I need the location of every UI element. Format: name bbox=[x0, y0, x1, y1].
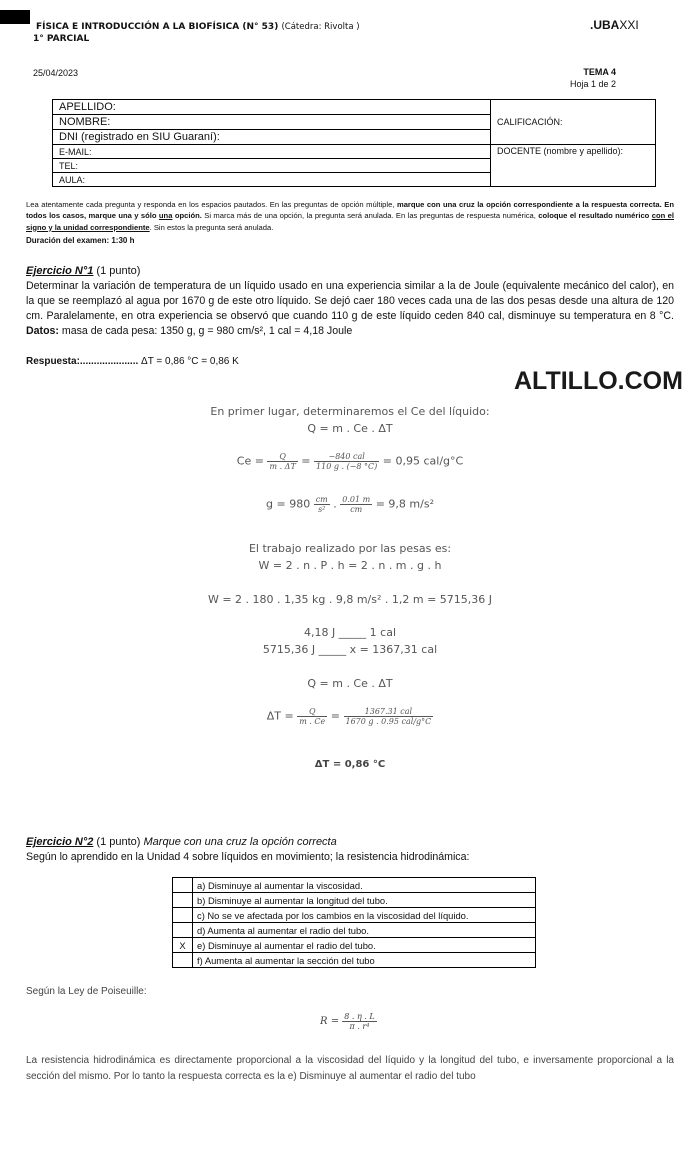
docente-field[interactable]: DOCENTE (nombre y apellido): bbox=[491, 145, 656, 187]
option-text: f) Aumenta al aumentar la sección del tubo bbox=[193, 953, 536, 968]
exam-duration: Duración del examen: 1:30 h bbox=[26, 236, 135, 245]
parcial-label: 1° PARCIAL bbox=[33, 34, 90, 44]
calificacion-field[interactable]: CALIFICACIÓN: bbox=[491, 100, 656, 145]
option-row[interactable] bbox=[173, 908, 536, 923]
instructions: Lea atentamente cada pregunta y responda en los espacios pautados. En las preguntas de opción múltiple, marque con una cruz la opción correspondiente a la respuesta correcta. En todos los casos, marque una y sólo una opción. Si marca más de una opción, la pregunta será anulada. En las preguntas de respuesta numérica, coloque el resultado numérico con el signo y la unidad correspondiente. Sin estos la pregunta será anulada. bbox=[26, 200, 674, 232]
option-row[interactable] bbox=[173, 878, 536, 893]
header-black-bar bbox=[0, 10, 30, 24]
option-checkbox[interactable] bbox=[173, 923, 193, 938]
work-intro: El trabajo realizado por las pesas es: bbox=[248, 542, 452, 555]
solution-intro: En primer lugar, determinaremos el Ce del líquido: bbox=[210, 405, 490, 418]
option-checkbox[interactable]: X bbox=[173, 938, 193, 953]
exercise-2-title: Ejercicio N°2 (1 punto) Marque con una cruz la opción correcta bbox=[26, 836, 337, 848]
fraction: $\frac{Q}{m . \Delta T}$ bbox=[269, 452, 296, 471]
g-conversion: g = 980 $\frac{cm}{\text{s²}}$ . $\frac{0.01 m}{cm}$ = 9,8 m/s² bbox=[266, 495, 434, 514]
option-text: a) Disminuye al aumentar la viscosidad. bbox=[193, 878, 536, 893]
exercise-1-answer: Respuesta:..................... ΔT = 0,86 °C = 0,86 K bbox=[26, 356, 239, 367]
work-equation: W = 2 . n . P . h = 2 . n . m . g . h bbox=[258, 559, 442, 572]
page-indicator: Hoja 1 de 2 bbox=[569, 79, 616, 89]
nombre-field[interactable]: NOMBRE: bbox=[53, 115, 491, 130]
exam-date: 25/04/2023 bbox=[33, 68, 79, 78]
apellido-field[interactable]: APELLIDO: bbox=[53, 100, 491, 115]
email-field[interactable]: E-MAIL: bbox=[53, 145, 491, 159]
altillo-watermark: ALTILLO.COM bbox=[514, 367, 683, 395]
exercise-2-conclusion: La resistencia hidrodinámica es directamente proporcional a la viscosidad del líquido y la longitud del tubo, e inversamente proporcional a la sección del mismo. Por lo tanto la respuesta correcta es la e) Disminuye al aumentar el radio del tubo bbox=[26, 1055, 674, 1082]
option-checkbox[interactable] bbox=[173, 908, 193, 923]
poiseuille-formula: R = $\frac{8 . \eta . L}{\text{π . r⁴}}$ bbox=[320, 1012, 375, 1031]
work-calculation: W = 2 . 180 . 1,35 kg . 9,8 m/s² . 1,2 m = 5715,36 J bbox=[207, 593, 493, 606]
exercise-2-question: Según lo aprendido en la Unidad 4 sobre líquidos en movimiento; la resistencia hidrodinámica: bbox=[26, 851, 470, 863]
rule-of-three-2: 5715,36 J _____ x = 1367,31 cal bbox=[262, 643, 438, 656]
heat-equation-2: Q = m . Ce . ΔT bbox=[307, 677, 393, 690]
rule-of-three-1: 4,18 J _____ 1 cal bbox=[303, 626, 397, 639]
dt-final-result: ΔT = 0,86 °C bbox=[314, 759, 386, 770]
fraction: $\frac{Q}{m . Ce}$ bbox=[299, 707, 326, 726]
fraction: $\frac{0.01 m}{cm}$ bbox=[342, 495, 371, 514]
tel-field[interactable]: TEL: bbox=[53, 159, 491, 173]
heat-equation: Q = m . Ce . ΔT bbox=[307, 422, 393, 435]
fraction: $\frac{\text{−840 cal}}{110 g . (-8 ^\circ C)}$ bbox=[316, 452, 378, 471]
poiseuille-intro: Según la Ley de Poiseuille: bbox=[26, 986, 147, 997]
option-text: c) No se ve afectada por los cambios en la viscosidad del líquido. bbox=[193, 908, 536, 923]
option-row[interactable] bbox=[173, 923, 536, 938]
tema-label: TEMA 4 bbox=[583, 67, 616, 77]
ce-calculation: Ce = $\frac{Q}{m . \Delta T}$ = $\frac{\text{−840 cal}}{110 g . (-8 ^\circ C)}$ = 0,95 cal/g°C bbox=[236, 452, 464, 471]
option-text: d) Aumenta al aumentar el radio del tubo. bbox=[193, 923, 536, 938]
option-text: e) Disminuye al aumentar el radio del tubo. bbox=[193, 938, 536, 953]
fraction: $\frac{8 . \eta . L}{\text{π . r⁴}}$ bbox=[344, 1012, 375, 1031]
exercise-1-title: Ejercicio N°1 (1 punto) bbox=[26, 265, 141, 277]
student-info-table bbox=[52, 99, 656, 187]
option-row[interactable] bbox=[173, 953, 536, 968]
catedra: (Cátedra: Rivolta ) bbox=[281, 22, 360, 32]
option-row[interactable] bbox=[173, 893, 536, 908]
uba-xxi-logo: .UBAXXI bbox=[590, 18, 639, 32]
course-title: FÍSICA E INTRODUCCIÓN A LA BIOFÍSICA (N° 53) (Cátedra: Rivolta ) bbox=[36, 22, 360, 32]
option-checkbox[interactable] bbox=[173, 953, 193, 968]
exercise-1-statement: Determinar la variación de temperatura de un líquido usado en una experiencia similar a la de Joule (equivalente mecánico del calor), en la que se reemplazó al agua por 1670 g de este otro líquido. Se dejó caer 180 veces cada una de las dos pesas desde una altura de 120 cm. Paralelamente, en otra experiencia se observó que cuando 110 g de este líquido ceden 840 cal, disminuye su temperatura en 8 °C. Datos: masa de cada pesa: 1350 g, g = 980 cm/s², 1 cal = 4,18 Joule bbox=[26, 280, 674, 337]
option-text: b) Disminuye al aumentar la longitud del tubo. bbox=[193, 893, 536, 908]
fraction: $\frac{\text{1367.31 cal}}{\text{1670 g . 0.95 cal/g°C}}$ bbox=[345, 707, 432, 726]
option-checkbox[interactable] bbox=[173, 878, 193, 893]
aula-field[interactable]: AULA: bbox=[53, 173, 491, 187]
dt-calculation: ΔT = $\frac{Q}{m . Ce}$ = $\frac{\text{1367.31 cal}}{\text{1670 g . 0.95 cal/g°C}}$ bbox=[266, 707, 432, 726]
dni-field[interactable]: DNI (registrado en SIU Guaraní): bbox=[53, 130, 491, 145]
option-checkbox[interactable] bbox=[173, 893, 193, 908]
options-table bbox=[172, 877, 536, 968]
fraction: $\frac{cm}{\text{s²}}$ bbox=[315, 495, 328, 514]
option-row[interactable] bbox=[173, 938, 536, 953]
